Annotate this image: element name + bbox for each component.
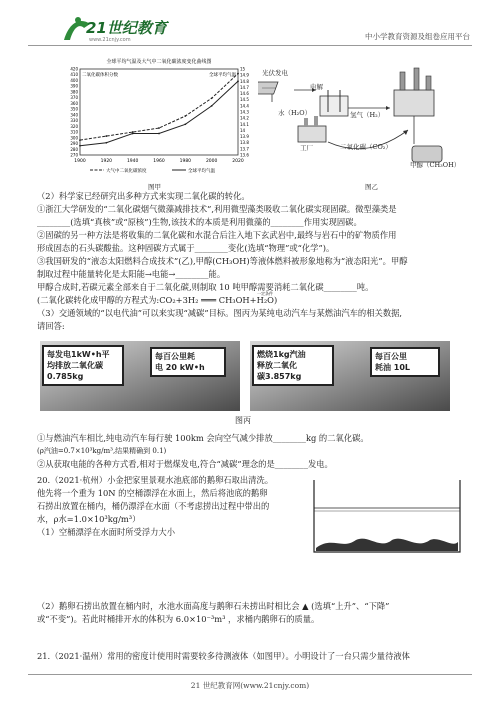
footer-text: 21 世纪教育网(www.21cnjy.com) bbox=[190, 681, 310, 690]
q3-line: (ρ汽油=0.7×10³kg/m³,结果精确到 0.1) bbox=[37, 447, 167, 455]
chart-frame bbox=[80, 69, 238, 155]
q2-line: ________(选填“真核”或“原核”)生物,该技术的本质是利用微藻的________作用实现固碳。 bbox=[37, 217, 362, 227]
legend-co2-label: 大气中二氧化碳浓度 bbox=[106, 169, 147, 174]
solar-label: 光伏发电 bbox=[262, 69, 288, 77]
factory-label: 工厂 bbox=[300, 144, 313, 152]
small-factory-icon bbox=[298, 116, 326, 142]
gas-usage-box bbox=[370, 347, 440, 377]
co2-point bbox=[184, 115, 186, 117]
temperature-point bbox=[184, 123, 186, 125]
ev-usage-line: 电 20 kW•h bbox=[155, 363, 205, 372]
x-tick-label: 1980 bbox=[179, 159, 192, 164]
solar-panel-icon bbox=[258, 82, 278, 102]
water-label: 水（H₂O） bbox=[278, 109, 312, 117]
gas-emission-box bbox=[252, 345, 334, 386]
y-right-tick-label: 14.7 bbox=[240, 84, 249, 90]
footer-divider bbox=[28, 674, 472, 675]
chart-title: 全球平均气温及大气中二氧化碳浓度变化曲线图 bbox=[106, 59, 212, 65]
temperature-point bbox=[237, 80, 239, 82]
y-right-tick-label: 14 bbox=[240, 127, 246, 133]
q2-line: （3）交通领域的“以电代油”可以来实现“减碳”目标。图丙为某纯电动汽车与某燃油汽车的相关数据, bbox=[37, 308, 403, 318]
electrolysis-tank-icon bbox=[320, 90, 348, 116]
temperature-point bbox=[105, 142, 107, 144]
ev-usage-box bbox=[150, 347, 226, 377]
figure-label-bing: 图丙 bbox=[235, 416, 251, 425]
gas-box-line: 碳3.857kg bbox=[257, 372, 302, 381]
q2-line: ①浙江大学研发的“二氧化碳烟气微藻减排技术”,利用微型藻类吸收二氧化碳实现固碳。微型藻类是 bbox=[37, 204, 397, 214]
question-2 bbox=[37, 190, 465, 333]
question-20-part-2 bbox=[37, 600, 465, 626]
y-left-tick-label: 330 bbox=[70, 118, 78, 124]
y-right-tick-label: 14.6 bbox=[240, 91, 249, 97]
pond-diagram bbox=[312, 478, 462, 554]
q3-line: ①与燃油汽车相比,纯电动汽车每行驶 100km 会向空气减少排放________kg 的二氧化碳。 bbox=[37, 433, 369, 443]
electrolysis-label: 电解 bbox=[310, 83, 323, 91]
ev-emission-box bbox=[42, 345, 124, 386]
q20-line: 水，ρ水=1.0×10³kg/m³） bbox=[37, 514, 141, 524]
co2-point bbox=[105, 135, 107, 137]
q20-line: 石捞出放置在桶内，桶仍漂浮在水面（不考虑捞出过程中带出的 bbox=[37, 501, 270, 511]
q20-part2-line: 或“不变”)。若此时桶排开水的体积为 6.0×10⁻³m³ ，求桶内鹅卵石的质量。 bbox=[37, 614, 320, 624]
q2-line: ②固碳的另一种方法是将收集的二氧化碳和水混合后注入地下玄武岩中,最终与岩石中的矿物质作用 bbox=[37, 230, 397, 240]
y-right-tick-label: 14.5 bbox=[240, 97, 249, 103]
x-tick-label: 2000 bbox=[205, 159, 218, 164]
x-tick-label: 1940 bbox=[126, 159, 139, 164]
ev-box-line: 每发电1kW•h平 bbox=[47, 350, 110, 359]
y-left-tick-label: 290 bbox=[70, 141, 78, 147]
ev-photo bbox=[40, 341, 240, 411]
question-20 bbox=[37, 474, 307, 539]
y-right-tick-label: 14.8 bbox=[240, 78, 249, 84]
ev-box-line: 0.785kg bbox=[47, 372, 84, 381]
y-right-tick-label: 13.8 bbox=[240, 140, 249, 146]
gas-car-photo bbox=[250, 341, 450, 411]
q2-line: (二氧化碳转化成甲醇的方程式为:CO₂+3H₂ ═══ CH₃OH+H₂O) bbox=[37, 295, 278, 305]
co2-point bbox=[211, 97, 213, 99]
y-left-tick-label: 320 bbox=[70, 123, 78, 129]
legend-temp-label: 全球平均气温 bbox=[188, 169, 215, 174]
y-left-tick-label: 390 bbox=[70, 83, 78, 89]
q2-line: 甲醇合成时,若碳元素全部来自于二氧化碳,则制取 10 吨甲醇需要消耗二氧化碳________吨。 bbox=[37, 282, 374, 292]
q3-line: ②从获取电能的各种方式看,相对于燃煤发电,符合“减碳”理念的是________发电。 bbox=[37, 459, 333, 469]
q2-line: 请回答: bbox=[37, 321, 65, 331]
temperature-point bbox=[79, 145, 81, 147]
annotation-temp: 全球平均气温 bbox=[209, 73, 236, 78]
gas-usage-line: 每百公里 bbox=[375, 352, 407, 361]
y-left-tick-label: 360 bbox=[70, 100, 78, 106]
y-left-tick-label: 420 bbox=[70, 66, 78, 72]
q2-line: 形成固态的石头碳酸盐。这种固碳方式属于________变化(选填“物理”或“化学”)。 bbox=[37, 243, 335, 253]
co2-point bbox=[158, 127, 160, 129]
y-right-tick-label: 14.3 bbox=[240, 109, 249, 115]
y-left-tick-label: 340 bbox=[70, 112, 78, 118]
y-left-tick-label: 350 bbox=[70, 106, 78, 112]
q20-line: 20.（2021·杭州）小金把家里景观水池底部的鹅卵石取出清洗。 bbox=[37, 475, 274, 485]
q20-line: （1）空桶漂浮在水面时所受浮力大小 bbox=[37, 527, 176, 537]
ev-box-line: 均排放二氧化碳 bbox=[47, 361, 103, 370]
y-right-tick-label: 13.9 bbox=[240, 134, 249, 140]
temperature-point bbox=[132, 133, 134, 135]
question-3 bbox=[37, 432, 465, 471]
q2-line: ③我国研发的“液态太阳燃料合成技术”(乙),甲醇(CH₃OH)等液体燃料被形象地称为“液态阳光”。甲醇 bbox=[37, 256, 408, 266]
logo-text: 21世纪教育 bbox=[86, 19, 167, 37]
y-left-tick-label: 280 bbox=[70, 146, 78, 152]
q2-line: （2）科学家已经研究出多种方式来实现二氧化碳的转化。 bbox=[37, 191, 250, 201]
co2-point bbox=[79, 139, 81, 141]
y-left-tick-label: 400 bbox=[70, 77, 78, 83]
x-tick-label: 2020 bbox=[232, 159, 244, 164]
reaction-condition: 一定条件 bbox=[257, 291, 273, 296]
logo-url: www.21cnjy.com bbox=[89, 37, 131, 43]
pebbles-icon bbox=[316, 539, 458, 551]
gas-box-line: 燃烧1kg汽油 bbox=[257, 350, 306, 359]
y-right-tick-label: 14.1 bbox=[240, 121, 249, 127]
y-left-tick-label: 370 bbox=[70, 95, 78, 101]
y-left-tick-label: 410 bbox=[70, 72, 78, 78]
temperature-point bbox=[158, 133, 160, 135]
y-left-tick-label: 310 bbox=[70, 129, 78, 135]
x-tick-label: 1920 bbox=[100, 159, 113, 164]
y-right-tick-label: 13.6 bbox=[240, 152, 249, 158]
y-right-tick-label: 14.2 bbox=[240, 115, 249, 121]
methanol-label: 甲醇（CH₃OH） bbox=[410, 161, 461, 169]
annotation-co2: 二氧化碳体积分数 bbox=[82, 73, 118, 78]
gas-box-line: 释放二氧化 bbox=[257, 361, 297, 370]
y-right-tick-label: 15 bbox=[240, 66, 246, 72]
y-left-tick-label: 300 bbox=[70, 135, 78, 141]
q20-line: 他先将一个重为 10N 的空桶漂浮在水面上，然后将池底的鹅卵 bbox=[37, 488, 268, 498]
series-co2-line bbox=[80, 74, 238, 141]
hydrogen-label: 氢气（H₂） bbox=[350, 111, 385, 119]
gas-usage-line: 耗油 10L bbox=[375, 363, 411, 372]
y-right-tick-label: 13.7 bbox=[240, 146, 249, 152]
co2-temperature-chart bbox=[58, 55, 258, 177]
y-left-tick-label: 270 bbox=[70, 152, 78, 158]
question-21: 21.（2021·温州）常用的密度计使用时需要较多待测液体（如图甲）。小明设计了一台只需少量待液体 bbox=[37, 651, 410, 661]
y-left-tick-label: 380 bbox=[70, 89, 78, 95]
x-tick-label: 1900 bbox=[74, 159, 86, 164]
factory-icon bbox=[394, 68, 434, 116]
co2-label: 二氧化碳（CO₂） bbox=[340, 143, 392, 151]
ev-usage-line: 每百公里耗 bbox=[155, 352, 195, 361]
header-divider bbox=[28, 45, 472, 46]
co2-point bbox=[237, 73, 239, 75]
figure-label-yi: 图乙 bbox=[365, 183, 378, 191]
figure-label-jia: 图甲 bbox=[148, 183, 161, 191]
platform-name: 中小学教育资源及组卷应用平台 bbox=[365, 32, 470, 41]
y-right-tick-label: 14.4 bbox=[240, 103, 249, 109]
x-tick-label: 1960 bbox=[153, 159, 165, 164]
q20-part2-line: （2）鹅卵石捞出放置在桶内时，水池水面高度与鹅卵石未捞出时相比会 ▲ (选填“上升”、“下降” bbox=[37, 601, 390, 611]
y-right-tick-label: 14.9 bbox=[240, 72, 249, 78]
temperature-point bbox=[211, 105, 213, 107]
q2-line: 制取过程中能量转化是太阳能→电能→________能。 bbox=[37, 269, 226, 279]
